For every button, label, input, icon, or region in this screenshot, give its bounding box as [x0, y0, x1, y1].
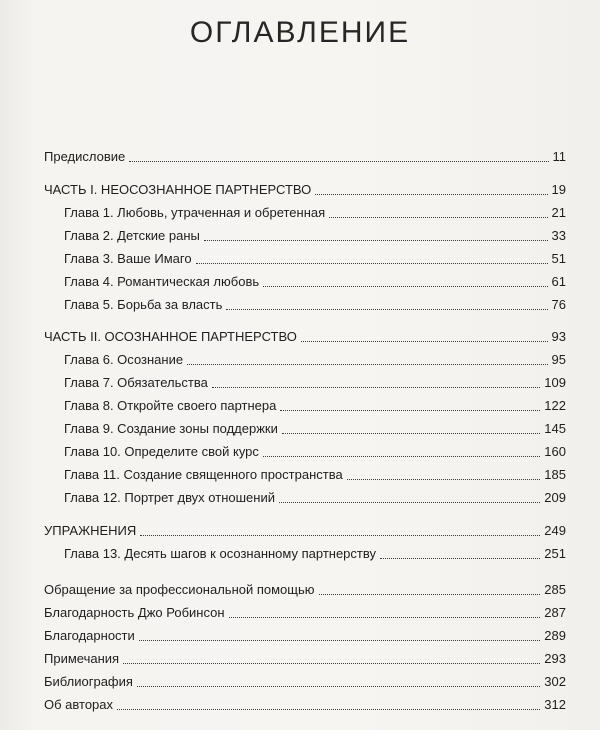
- toc-entry-page: 251: [544, 546, 566, 561]
- toc-entry-page: 19: [551, 182, 566, 197]
- dot-leader: [129, 160, 548, 162]
- toc-entry[interactable]: [64, 441, 566, 461]
- toc-entry-page: 293: [544, 651, 566, 666]
- dot-leader: [280, 409, 540, 411]
- toc-entry[interactable]: [64, 349, 566, 369]
- toc-entry[interactable]: [64, 225, 566, 245]
- dot-leader: [279, 501, 540, 503]
- toc-entry-page: 51: [551, 251, 566, 266]
- toc-entry-label: Обращение за профессиональной помощью: [44, 582, 315, 597]
- toc-entry[interactable]: [64, 395, 566, 415]
- toc-entry[interactable]: [44, 625, 566, 645]
- toc-entry-label: Глава 2. Детские раны: [64, 228, 200, 243]
- toc-entry-page: 289: [544, 628, 566, 643]
- dot-leader: [319, 593, 541, 595]
- toc-entry[interactable]: [64, 202, 566, 222]
- toc-entry-label: Глава 9. Создание зоны поддержки: [64, 421, 278, 436]
- dot-leader: [137, 685, 540, 687]
- toc-entry-page: 185: [544, 467, 566, 482]
- toc-entry-label: УПРАЖНЕНИЯ: [44, 523, 137, 538]
- toc-entry-page: 33: [551, 228, 566, 243]
- dot-leader: [380, 557, 540, 559]
- toc-entry-label: Глава 3. Ваше Имаго: [64, 251, 192, 266]
- toc-entry-label: Глава 7. Обязательства: [64, 375, 208, 390]
- toc-entry-label: Предисловие: [44, 149, 126, 164]
- dot-leader: [196, 262, 548, 264]
- toc-entry-page: 285: [544, 582, 566, 597]
- toc-entry-label: Глава 12. Портрет двух отношений: [64, 490, 275, 505]
- toc-entry-page: 76: [551, 297, 566, 312]
- toc-entry[interactable]: [64, 372, 566, 392]
- toc-entry-label: Благодарность Джо Робинсон: [44, 605, 225, 620]
- toc-entry-label: Глава 1. Любовь, утраченная и обретенная: [64, 205, 326, 220]
- toc-entry-page: 249: [544, 523, 566, 538]
- toc-entry-label: Глава 8. Откройте своего партнера: [64, 398, 277, 413]
- bleed-through-text: [50, 55, 570, 139]
- toc-entry-label: Глава 10. Определите свой курс: [64, 444, 259, 459]
- toc-entry-page: 95: [551, 352, 566, 367]
- dot-leader: [301, 340, 548, 342]
- toc-entry-label: ЧАСТЬ II. ОСОЗНАННОЕ ПАРТНЕРСТВО: [44, 329, 297, 344]
- dot-leader: [139, 639, 541, 641]
- toc-entry-page: 61: [551, 274, 566, 289]
- toc-entry-page: 11: [552, 149, 566, 164]
- dot-leader: [347, 478, 541, 480]
- dot-leader: [263, 455, 540, 457]
- toc-entry-page: 312: [544, 697, 566, 712]
- toc-entry[interactable]: [44, 694, 566, 714]
- toc-entry[interactable]: [64, 543, 566, 563]
- toc-part[interactable]: [44, 326, 566, 346]
- toc-entry-label: Глава 6. Осознание: [64, 352, 184, 367]
- toc-entry[interactable]: [64, 294, 566, 314]
- dot-leader: [315, 193, 547, 195]
- dot-leader: [204, 239, 548, 241]
- toc-entry-label: Глава 4. Романтическая любовь: [64, 274, 260, 289]
- toc-entry-label: Глава 11. Создание священного пространства: [64, 467, 343, 482]
- toc-entry-label: Примечания: [44, 651, 120, 666]
- toc-entry-label: Библиография: [44, 674, 133, 689]
- toc-entry-label: ЧАСТЬ I. НЕОСОЗНАННОЕ ПАРТНЕРСТВО: [44, 182, 312, 197]
- dot-leader: [226, 308, 547, 310]
- toc-entry[interactable]: [44, 648, 566, 668]
- toc-entry-page: 21: [551, 205, 566, 220]
- toc-entry[interactable]: [44, 579, 566, 599]
- page-title: ОГЛАВЛЕНИЕ: [189, 16, 411, 49]
- toc-entry-page: 302: [544, 674, 566, 689]
- dot-leader: [212, 386, 540, 388]
- dot-leader: [229, 616, 541, 618]
- toc-entry-page: 160: [544, 444, 566, 459]
- toc-entry[interactable]: [64, 248, 566, 268]
- toc-entry[interactable]: [64, 464, 566, 484]
- dot-leader: [187, 363, 547, 365]
- toc-entry-page: 122: [544, 398, 566, 413]
- toc-entry-label: Глава 13. Десять шагов к осознанному партнерству: [64, 546, 376, 561]
- dot-leader: [117, 708, 540, 710]
- dot-leader: [140, 534, 540, 536]
- toc-entry-label: Об авторах: [44, 697, 114, 712]
- toc-entry[interactable]: [64, 271, 566, 291]
- dot-leader: [263, 285, 547, 287]
- toc-entry[interactable]: [44, 146, 566, 166]
- toc-entry[interactable]: [64, 487, 566, 507]
- dot-leader: [123, 662, 540, 664]
- toc-part[interactable]: [44, 179, 566, 199]
- toc-entry[interactable]: [44, 671, 566, 691]
- toc-entry-page: 209: [544, 490, 566, 505]
- toc-entry-page: 145: [544, 421, 566, 436]
- toc-entry-page: 287: [544, 605, 566, 620]
- toc-entry-page: 93: [551, 329, 566, 344]
- toc-entry-label: Благодарности: [44, 628, 135, 643]
- toc-entry[interactable]: [44, 602, 566, 622]
- dot-leader: [282, 432, 540, 434]
- toc-part[interactable]: [44, 520, 566, 540]
- toc-entry-label: Глава 5. Борьба за власть: [64, 297, 223, 312]
- dot-leader: [329, 216, 547, 218]
- toc-entry-page: 109: [544, 375, 566, 390]
- toc-entry[interactable]: [64, 418, 566, 438]
